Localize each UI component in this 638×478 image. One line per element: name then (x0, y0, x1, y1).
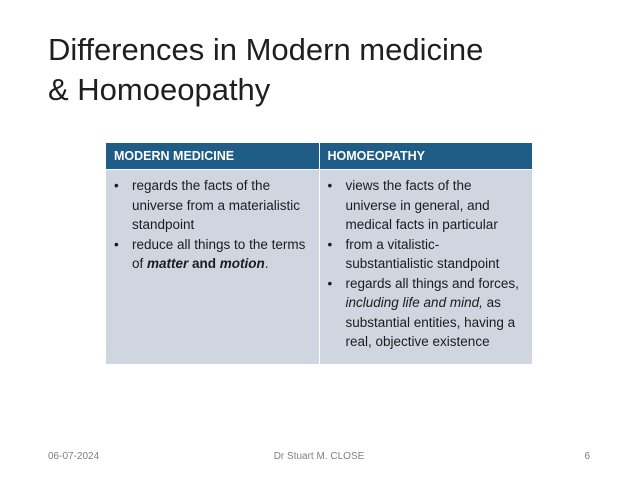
bullet-icon: • (114, 236, 119, 252)
emphasis-motion: motion (219, 256, 265, 271)
bullet-text: regards all things and forces, (345, 275, 519, 291)
slide-title-line-1: Differences in Modern medicine (48, 32, 484, 67)
bullet-icon: • (327, 178, 333, 193)
slide-title (48, 30, 608, 110)
homoeopathy-list (326, 176, 527, 352)
footer-date: 06-07-2024 (48, 451, 100, 462)
emphasis-matter: matter (147, 256, 189, 271)
emphasis-life-and-mind: including life and mind, (345, 295, 483, 310)
bullet-text: regards the facts of the universe from a materialistic standpoint (132, 178, 301, 232)
table-row (106, 170, 532, 365)
modern-medicine-cell (106, 170, 319, 365)
modern-medicine-list (112, 176, 313, 274)
header-modern-medicine: MODERN MEDICINE (106, 143, 319, 170)
list-item (112, 176, 313, 235)
emphasis-and: and (188, 256, 220, 271)
list-item (326, 235, 527, 274)
bullet-icon: • (327, 275, 333, 291)
header-homoeopathy: HOMOEOPATHY (319, 143, 532, 170)
comparison-table (106, 143, 532, 364)
list-item (326, 274, 527, 352)
bullet-text: from a vitalistic-substantialistic standpoint (345, 236, 500, 271)
bullet-text: views the facts of the universe in general, and medical facts in particular (345, 178, 498, 232)
bullet-text-end: . (264, 256, 269, 271)
footer-author: Dr Stuart M. CLOSE (273, 451, 365, 462)
footer-page-number: 6 (584, 451, 590, 462)
bullet-text-rest: as substantial entities, having a real, objective existence (345, 295, 516, 349)
slide-title-line-2: & Homoeopathy (48, 72, 271, 107)
list-item (326, 176, 527, 235)
homoeopathy-cell (319, 170, 532, 365)
bullet-icon: • (327, 236, 333, 252)
list-item (112, 235, 313, 274)
bullet-text: reduce all things to the terms of (132, 236, 306, 271)
bullet-icon: • (114, 178, 119, 193)
table-header-row (106, 143, 532, 170)
